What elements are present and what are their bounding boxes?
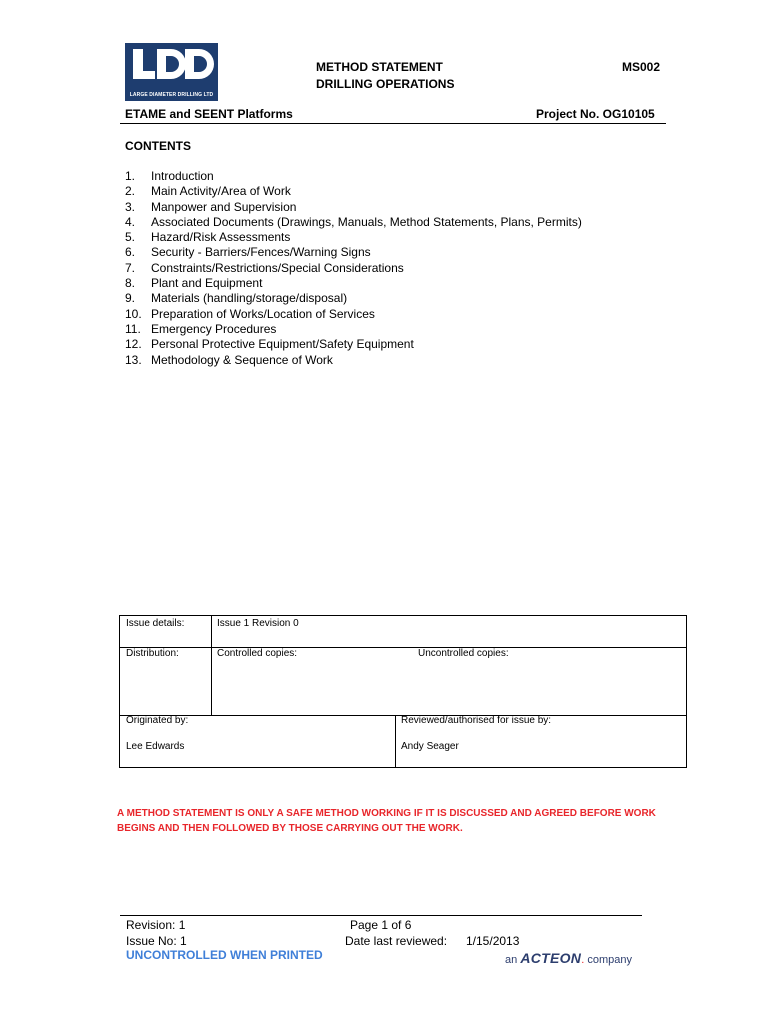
footer-divider [120,915,642,916]
issue-details-label: Issue details: [126,618,185,629]
acteon-wordmark: ACTEON [520,950,582,966]
originated-by-label: Originated by: [126,715,189,726]
document-number: MS002 [622,60,661,74]
contents-item: 13. Methodology & Sequence of Work [125,352,333,367]
issue-details-value: Issue 1 Revision 0 [217,618,299,629]
uncontrolled-copies-label: Uncontrolled copies: [418,648,509,659]
document-subtitle: DRILLING OPERATIONS [316,77,455,91]
footer-issue-number: Issue No: 1 [126,934,187,948]
table-divider [211,616,212,716]
project-number: Project No. OG10105 [536,107,655,121]
table-divider [120,647,686,648]
document-title: METHOD STATEMENT [316,60,443,74]
header-divider [120,123,666,124]
contents-item: 2. Main Activity/Area of Work [125,184,291,199]
contents-item: 10. Preparation of Works/Location of Services [125,306,375,321]
originated-by-name: Lee Edwards [126,741,185,752]
acteon-dot-icon: . [581,954,585,966]
contents-item: 4. Associated Documents (Drawings, Manuals, Method Statements, Plans, Permits) [125,214,582,229]
acteon-suffix: company [587,954,632,966]
issue-details-table [119,615,687,768]
contents-heading: CONTENTS [125,139,191,153]
company-logo [125,43,218,101]
contents-item: 3. Manpower and Supervision [125,199,297,214]
distribution-label: Distribution: [126,648,179,659]
footer-date-label: Date last reviewed: [345,934,448,948]
logo-tagline: LARGE DIAMETER DRILLING LTD [129,92,214,98]
contents-item: 5. Hazard/Risk Assessments [125,230,291,245]
contents-item: 12. Personal Protective Equipment/Safety Equipment [125,337,414,352]
ldd-logo-mark [125,43,218,87]
controlled-copies-label: Controlled copies: [217,648,298,659]
acteon-prefix: an [505,954,518,966]
contents-item: 8. Plant and Equipment [125,276,263,291]
reviewed-by-name: Andy Seager [401,741,459,752]
site-name: ETAME and SEENT Platforms [125,107,293,121]
footer-page-number: Page 1 of 6 [350,918,412,932]
footer-revision: Revision: 1 [126,918,186,932]
contents-item: 7. Constraints/Restrictions/Special Considerations [125,260,404,275]
reviewed-by-label: Reviewed/authorised for issue by: [401,715,552,726]
footer-date-value: 1/15/2013 [466,934,520,948]
safety-warning: A METHOD STATEMENT IS ONLY A SAFE METHOD WORKING IF IT IS DISCUSSED AND AGREED BEFORE WORK BEGINS AND THEN FOLLOWED BY THOSE CARRYING OUT THE WORK. [117,808,656,834]
contents-list [125,169,582,368]
contents-item: 1. Introduction [125,169,214,183]
contents-item: 9. Materials (handling/storage/disposal) [125,291,348,306]
contents-item: 11. Emergency Procedures [125,321,277,336]
table-divider [395,716,396,768]
acteon-logo [505,950,632,966]
contents-item: 6. Security - Barriers/Fences/Warning Signs [125,245,371,260]
uncontrolled-notice: UNCONTROLLED WHEN PRINTED [126,948,323,962]
